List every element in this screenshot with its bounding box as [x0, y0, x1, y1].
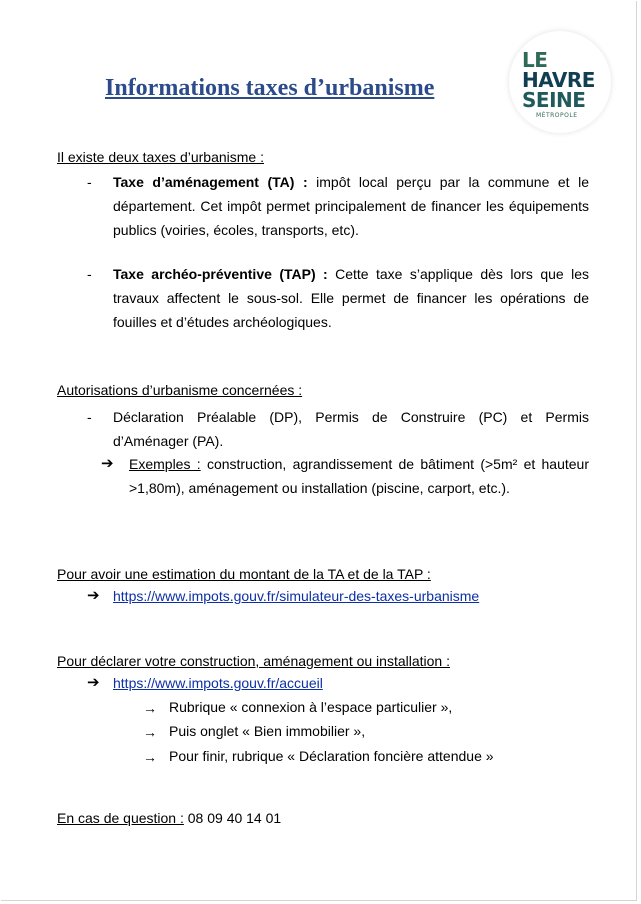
- list-item-tap: [113, 262, 589, 334]
- logo-line-3: SEINE: [522, 88, 586, 112]
- examples-label: Exemples :: [129, 456, 201, 472]
- le-havre-seine-metropole-logo: [509, 31, 611, 133]
- arrow-right-icon: →: [143, 724, 157, 740]
- simulator-link[interactable]: https://www.impots.gouv.fr/simulateur-des-taxes-urbanisme: [113, 588, 480, 604]
- impots-home-link[interactable]: https://www.impots.gouv.fr/accueil: [113, 675, 323, 691]
- logo-line-1: LE: [522, 48, 548, 72]
- logo-subtitle: MÉTROPOLE: [536, 112, 578, 119]
- contact-label: En cas de question :: [57, 810, 184, 826]
- arrow-right-icon: →: [143, 749, 157, 765]
- list-item-ta: [113, 170, 589, 242]
- section-heading-autorisations: Autorisations d’urbanisme concernées :: [57, 382, 303, 398]
- arrow-right-icon: ➔: [87, 587, 100, 604]
- bullet-dash: -: [87, 266, 92, 282]
- section-heading-declaration: Pour déclarer votre construction, aménagement ou installation :: [57, 653, 450, 669]
- step-item: Pour finir, rubrique « Déclaration foncière attendue »: [169, 748, 494, 764]
- step-item: Puis onglet « Bien immobilier »,: [169, 723, 366, 739]
- document-page: [1, 1, 637, 901]
- tap-description: Cette taxe s’applique dès lors que les travaux affectent le sous-sol. Elle permet de financer les opérations de fouilles et d’études archéologiques.: [113, 266, 589, 330]
- step-item: Rubrique « connexion à l’espace particulier »,: [169, 699, 453, 715]
- arrow-right-icon: ➔: [101, 455, 114, 472]
- contact-line: [57, 807, 281, 830]
- contact-phone: 08 09 40 14 01: [183, 810, 282, 826]
- ta-description: impôt local perçu par la commune et le département. Cet impôt permet principalement de financer les équipements publics (voiries, écoles, transports, etc).: [113, 174, 589, 238]
- list-item-autorisations: Déclaration Préalable (DP), Permis de Construire (PC) et Permis d’Aménager (PA).: [113, 409, 589, 449]
- arrow-right-icon: →: [143, 700, 157, 716]
- logo-line-2: HAVRE: [522, 68, 595, 92]
- ta-label: Taxe d’aménagement (TA) :: [113, 174, 308, 190]
- page-title: Informations taxes d’urbanisme: [105, 75, 435, 101]
- section-heading-estimation: Pour avoir une estimation du montant de la TA et de la TAP :: [57, 566, 431, 582]
- bullet-dash: -: [87, 409, 92, 425]
- bullet-dash: -: [87, 174, 92, 190]
- arrow-right-icon: ➔: [87, 674, 100, 691]
- tap-label: Taxe archéo-préventive (TAP) :: [113, 266, 328, 282]
- examples-text: [129, 452, 589, 500]
- examples-description: construction, agrandissement de bâtiment (>5m² et hauteur >1,80m), aménagement ou installation (piscine, carport, etc.).: [129, 456, 590, 496]
- section-heading-taxes: Il existe deux taxes d’urbanisme :: [57, 149, 264, 165]
